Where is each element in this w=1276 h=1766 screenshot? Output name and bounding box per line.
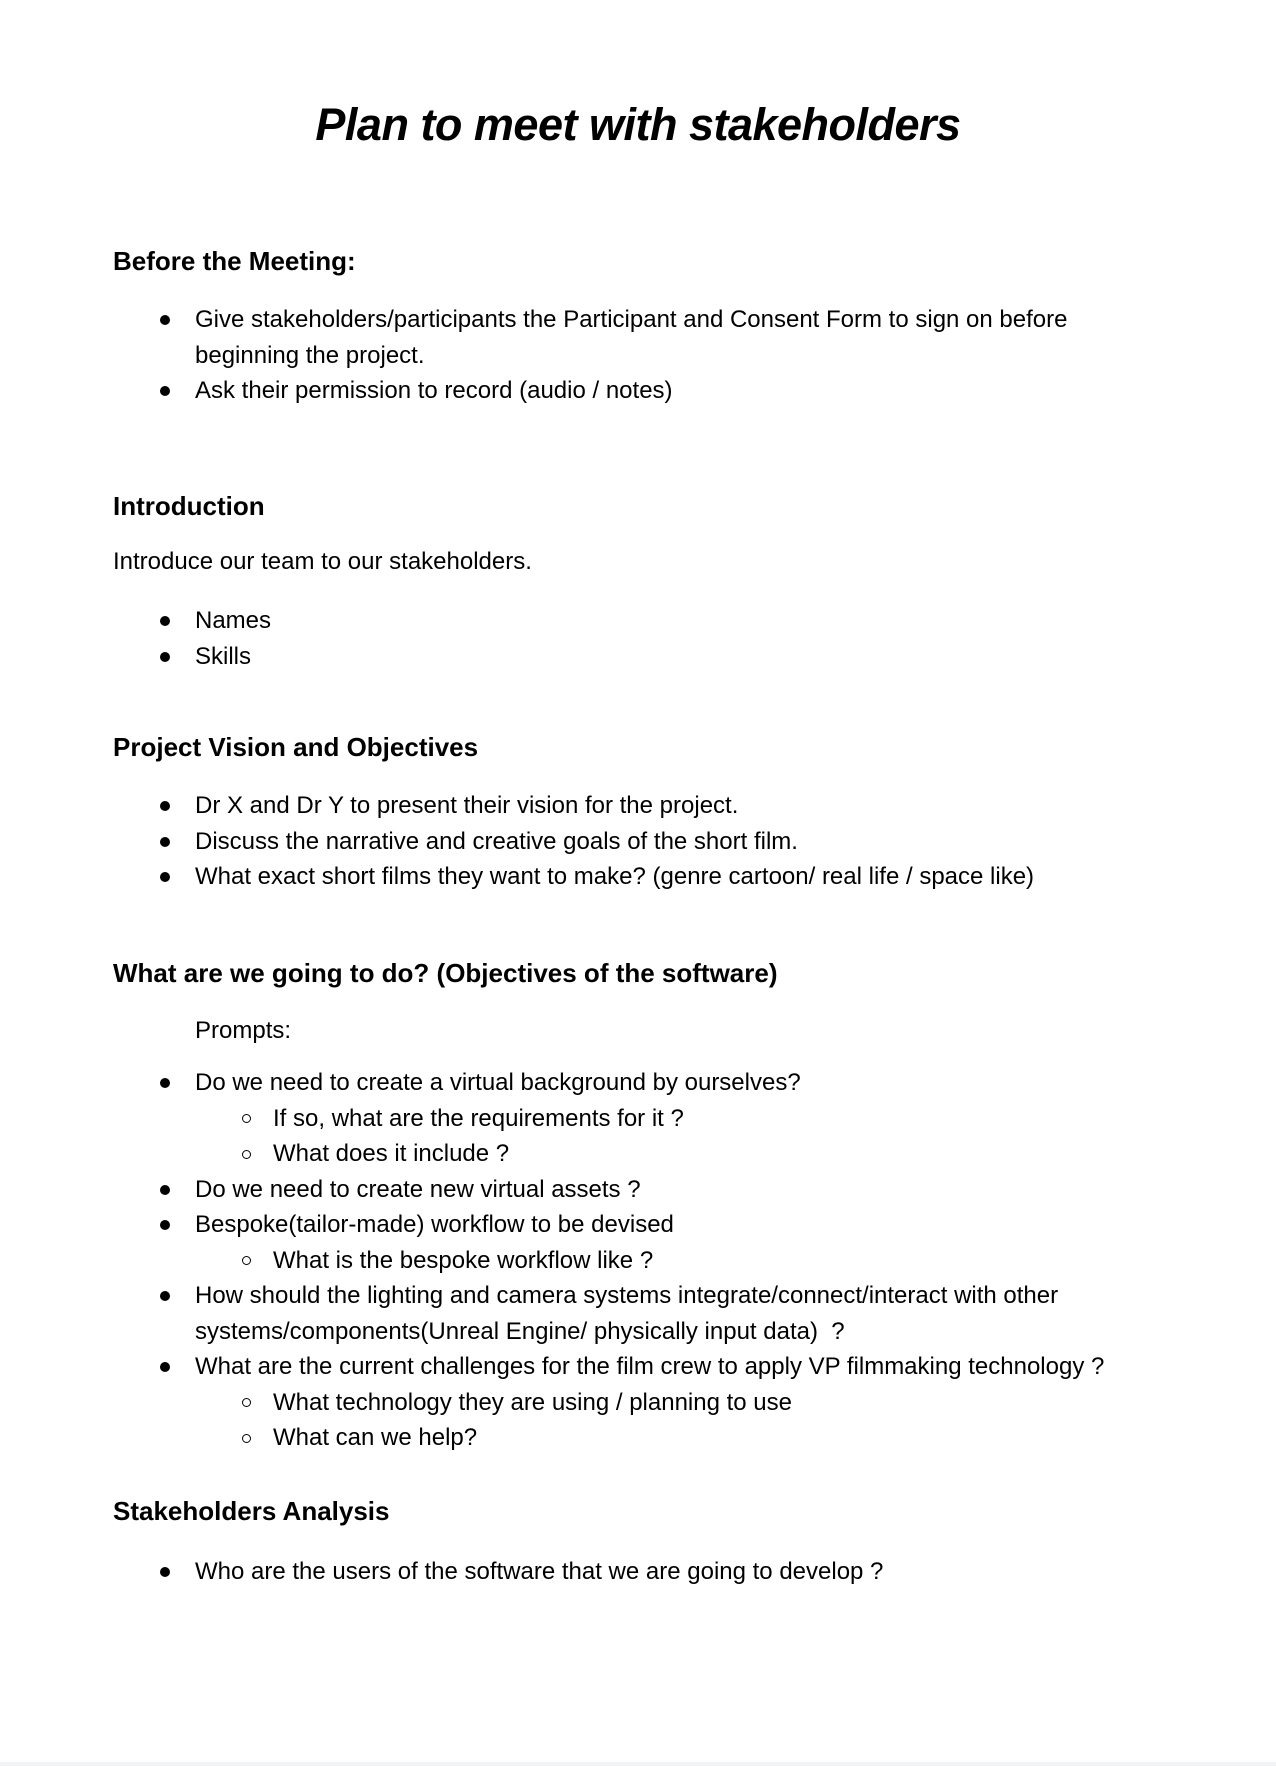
list-item — [113, 788, 1163, 824]
list-item-text: Ask their permission to record (audio / notes) — [195, 377, 673, 404]
sub-list-item-text: What does it include ? — [273, 1140, 510, 1167]
list-item — [113, 373, 1163, 409]
list-item — [113, 824, 1163, 860]
list-item-text: Bespoke(tailor-made) workflow to be devised — [195, 1211, 674, 1238]
section-heading-stakeholders-analysis: Stakeholders Analysis — [113, 1495, 390, 1526]
list-item — [113, 859, 1163, 895]
sub-list-item — [195, 1385, 1163, 1421]
section-paragraph-prompts: Prompts: — [195, 1016, 292, 1044]
list-item — [113, 639, 1163, 675]
section-heading-objectives-of-software: What are we going to do? (Objectives of the software) — [113, 957, 778, 988]
list-item — [113, 603, 1163, 639]
sub-list-item — [195, 1243, 1163, 1279]
sub-list-item-text: What is the bespoke workflow like ? — [273, 1246, 654, 1274]
list-item — [113, 1349, 1163, 1456]
section-paragraph: Introduce our team to our stakeholders. — [113, 547, 532, 575]
bullet-list — [113, 302, 1163, 409]
sub-list-item — [195, 1420, 1163, 1456]
sub-list-item-text: If so, what are the requirements for it ? — [273, 1104, 684, 1132]
sub-list-item — [195, 1101, 1163, 1137]
list-item-text: Skills — [195, 642, 252, 670]
list-item-text: How should the lighting and camera systems integrate/connect/interact with other systems/components(Unreal Engine/ physically input data) ? — [195, 1282, 1065, 1345]
bullet-list — [113, 1065, 1163, 1456]
list-item-text: Give stakeholders/participants the Participant and Consent Form to sign on before beginning the project. — [195, 306, 1075, 369]
section-heading-before-the-meeting: Before the Meeting: — [113, 246, 356, 276]
list-item — [113, 1207, 1163, 1278]
list-item-text: What exact short films they want to make? (genre cartoon/ real life / space like) — [195, 863, 1035, 890]
section-heading-introduction: Introduction — [113, 490, 265, 521]
list-item-text: Do we need to create new virtual assets ? — [195, 1175, 641, 1203]
list-item-text: What are the current challenges for the film crew to apply VP filmmaking technology ? — [195, 1353, 1105, 1380]
bullet-list — [113, 788, 1163, 895]
list-item-text: Dr X and Dr Y to present their vision for the project. — [195, 792, 739, 819]
list-item — [113, 1172, 1163, 1208]
list-item-text: Names — [195, 607, 272, 634]
page-bottom-edge — [0, 1762, 1276, 1766]
list-item-text: Do we need to create a virtual background by ourselves? — [195, 1069, 801, 1096]
list-item-text: Discuss the narrative and creative goals of the short film. — [195, 827, 798, 855]
list-item — [113, 1554, 1163, 1590]
sub-list-item-text: What can we help? — [273, 1424, 478, 1451]
list-item — [113, 1065, 1163, 1172]
sub-list-item — [195, 1136, 1163, 1172]
list-item — [113, 302, 1163, 373]
document-title: Plan to meet with stakeholders — [315, 99, 961, 150]
sub-list-item-text: What technology they are using / planning to use — [273, 1388, 792, 1416]
list-item-text: Who are the users of the software that we are going to develop ? — [195, 1557, 884, 1585]
list-item — [113, 1278, 1163, 1349]
section-heading-project-vision: Project Vision and Objectives — [113, 732, 479, 762]
bullet-list — [113, 603, 1163, 674]
bullet-list — [113, 1554, 1163, 1590]
